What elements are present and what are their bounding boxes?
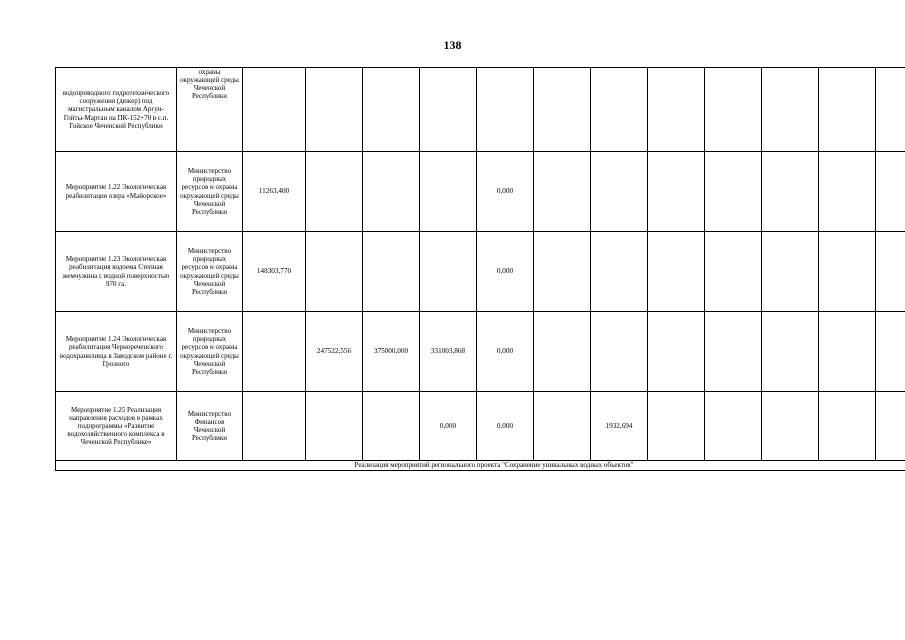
value-cell (648, 312, 705, 392)
value-cell (306, 152, 363, 232)
value-cell (648, 152, 705, 232)
value-cell (705, 152, 762, 232)
executor-cell: Министерство природных ресурсов и охраны окружающей среды Чеченской Республики (177, 152, 243, 232)
value-cell (876, 68, 905, 152)
value-cell (591, 232, 648, 312)
value-cell (420, 68, 477, 152)
measure-cell: Мероприятие 1.24 Экологическая реабилитация Чернореченского водохранилища в Заводском районе г. Грозного (56, 312, 177, 392)
value-cell (363, 232, 420, 312)
value-cell (534, 68, 591, 152)
data-table (55, 67, 905, 471)
page-number: 138 (443, 38, 462, 52)
value-cell (819, 152, 876, 232)
value-cell (705, 312, 762, 392)
value-cell: 11263,400 (243, 152, 306, 232)
value-cell (819, 68, 876, 152)
value-cell: 1932,694 (591, 392, 648, 461)
value-cell (591, 312, 648, 392)
value-cell: 0,000 (477, 232, 534, 312)
value-cell (243, 68, 306, 152)
table-row (56, 461, 905, 471)
value-cell (819, 232, 876, 312)
measure-cell: Мероприятие 1.25 Реализация направления расходов в рамках подпрограммы «Развитие водохозяйственного комплекса в Чеченской Республике» (56, 392, 177, 461)
value-cell (705, 392, 762, 461)
value-cell (363, 68, 420, 152)
measure-cell: водопроводного гидротехнического сооружения (дюкер) под магистральным каналом Аргун-Гойты-Мартан на ПК-152+70 в с.п. Гойское Чеченской Республики (56, 68, 177, 152)
value-cell: 148303,770 (243, 232, 306, 312)
value-cell (819, 392, 876, 461)
value-cell (762, 312, 819, 392)
table-row (56, 232, 905, 312)
table-row (56, 68, 905, 152)
value-cell: 0,000 (477, 152, 534, 232)
value-cell (534, 312, 591, 392)
value-cell (648, 392, 705, 461)
value-cell (705, 232, 762, 312)
value-cell (363, 152, 420, 232)
value-cell (306, 232, 363, 312)
value-cell (762, 232, 819, 312)
table-row (56, 312, 905, 392)
value-cell (762, 392, 819, 461)
section-footer: Реализация мероприятий регионального проекта "Сохранение уникальных водных объектов" (56, 461, 905, 471)
value-cell (534, 232, 591, 312)
table-row (56, 152, 905, 232)
executor-cell: охраны окружающей среды Чеченской Республики (177, 68, 243, 152)
value-cell (876, 152, 905, 232)
value-cell: 0,000 (477, 392, 534, 461)
value-cell: 0,000 (420, 392, 477, 461)
measure-cell: Мероприятие 1.23 Экологическая реабилитация водоема Степная жемчужина с водной поверхностью 970 га. (56, 232, 177, 312)
table-row (56, 392, 905, 461)
value-cell: 331003,868 (420, 312, 477, 392)
executor-cell: Министерство Финансов Чеченской Республики (177, 392, 243, 461)
value-cell (819, 312, 876, 392)
value-cell (363, 392, 420, 461)
value-cell (306, 68, 363, 152)
value-cell (306, 392, 363, 461)
value-cell (648, 68, 705, 152)
value-cell (876, 392, 905, 461)
value-cell: 375000,000 (363, 312, 420, 392)
value-cell (243, 312, 306, 392)
value-cell (876, 312, 905, 392)
executor-cell: Министерство природных ресурсов и охраны окружающей среды Чеченской Республики (177, 232, 243, 312)
value-cell (420, 152, 477, 232)
value-cell (876, 232, 905, 312)
executor-cell: Министерство природных ресурсов и охраны окружающей среды Чеченской Республики (177, 312, 243, 392)
value-cell (705, 68, 762, 152)
measure-cell: Мероприятие 1.22 Экологическая реабилитация озера «Майорское» (56, 152, 177, 232)
value-cell (243, 392, 306, 461)
value-cell (762, 68, 819, 152)
value-cell (477, 68, 534, 152)
value-cell (420, 232, 477, 312)
value-cell: 0,000 (477, 312, 534, 392)
value-cell (591, 152, 648, 232)
value-cell (762, 152, 819, 232)
value-cell (534, 392, 591, 461)
value-cell (591, 68, 648, 152)
value-cell (648, 232, 705, 312)
value-cell: 247522,556 (306, 312, 363, 392)
value-cell (534, 152, 591, 232)
